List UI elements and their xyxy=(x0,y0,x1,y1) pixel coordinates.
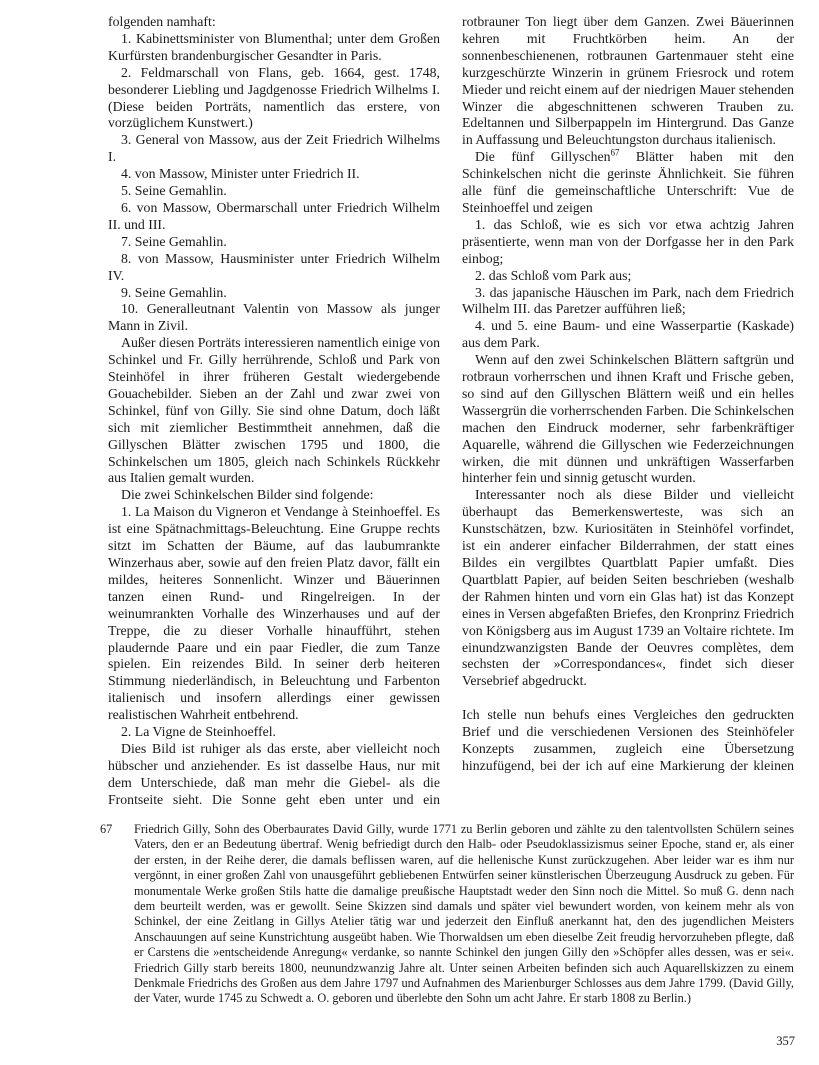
footnote-text: Friedrich Gilly, Sohn des Oberbaurates David Gilly, wurde 1771 zu Berlin geboren und zählte zu den talentvollsten Schülern seines Vaters, den er an Bedeutung übertraf. Wenig befriedigt durch den Halb- oder Pseudoklassizismus seiner Epoche, stand er, als einer der ersten, in der Reihe derer, die damals beflissen waren, auf die hellenische Kunst zurückzugehen. Aber leider war es ihm nur vergönnt, in einer großen Zahl von unausgeführt gebliebenen Entwürfen seiner künstlerischen Überzeugung Ausdruck zu geben. Für monumentale Werke großen Stils hatte die damalige preußische Hauptstadt weder den Sinn noch die Mittel. So muß G. denn nach dem beurteilt werden, was er gewollt. Seine Skizzen sind damals und später viel bewundert worden, von keinem mehr als von Schinkel, der eine Zeitlang in Gillys Atelier tätig war und jederzeit den Einfluß anerkannt hat, den des jugendlichen Meisters Anschauungen auf seine Kunstrichtung ausgeübt haben. Wie Thorwaldsen um eben dieselbe Zeit freudig hervorzuheben pflegte, daß er Carstens die »entscheidende Anregung« verdanke, so nannte Schinkel den jungen Gilly den »Schöpfer alles dessen, was er sei«. Friedrich Gilly starb bereits 1800, neunundzwanzig Jahre alt. Unter seinen Arbeiten befinden sich auch Aquarellskizzen zu einem Denkmale Friedrichs des Großen aus dem Jahre 1797 und Aufnahmen des Marienburger Schlosses aus dem Jahre 1799. (David Gilly, der Vater, wurde 1745 zu Schwedt a. O. geboren und überlebte den Sohn um acht Jahre. Er starb 1808 zu Berlin.) xyxy=(134,822,794,1006)
list-item: 2. das Schloß vom Park aus; xyxy=(475,267,632,283)
paragraph-continuation: folgenden namhaft: xyxy=(108,14,216,29)
paragraph-continuation: rotbrauner Ton liegt über dem Ganzen. Zwei Bäuerinnen kehren mit Fruchtkörben heim. An der sonnenbeschienenen, rotbraunen Gartenmauer steht eine kurzgeschürzte Winzerin in grünem Friesrock und rotem Mieder und reicht einem auf der niedrigen Mauer stehenden Winzer die abgeschnittenen schweren Trauben zu. Edeltannen und Silberpappeln im Hintergrund. Das Ganze in Auffassung und Beleuchtungston durchaus italienisch. xyxy=(462,14,794,148)
list-item: 7. Seine Gemahlin. xyxy=(121,233,227,249)
paragraph: Wenn auf den zwei Schinkelschen Blättern saftgrün und rotbraun vorherrschen und ihnen Kraft und Frische geben, so sind auf den Gillyschen Blättern weiß und ein helles Wassergrün die vorherrschenden Farben. Die Schinkelschen machen den Eindruck moderner, sehr farbenkräftiger Aquarelle, während die Gillyschen wie Federzeichnungen wirken, die mit dünnen und unkräftigen Wasserfarben hinterher fein und sinnig getuscht wurden. xyxy=(462,352,794,486)
paragraph: Außer diesen Porträts interessieren namentlich einige von Schinkel und Fr. Gilly herrührende, Schloß und Park von Steinhöfel in ihrer früheren Gestalt wiedergebende Gouachebilder. Sieben an der Zahl und zwar zwei von Schinkel, fünf von Gilly. Sie sind ohne Datum, doch läßt sich mit ziemlicher Bestimmtheit annehmen, daß die Gillyschen Blätter zwischen 1795 und 1800, die Schinkelschen um 1805, gleich nach Schinkels Rückkehr aus Italien gemalt wurden. xyxy=(108,335,440,486)
page-number: 357 xyxy=(776,1034,795,1048)
list-item: 1. Kabinettsminister von Blumenthal; unter dem Großen Kurfürsten brandenburgischer Gesandter in Paris. xyxy=(108,30,440,63)
paragraph: 2. La Vigne de Steinhoeffel. xyxy=(121,724,276,740)
paragraph-text: Die fünf Gillyschen xyxy=(475,149,611,165)
list-item: 4. von Massow, Minister unter Friedrich II. xyxy=(121,166,360,182)
list-item: 10. Generalleutnant Valentin von Massow als junger Mann in Zivil. xyxy=(108,301,440,334)
paragraph: Dies Bild ist ruhiger als das erste, aber vielleicht noch hübscher und anziehender. Es ist dasselbe Haus, nur mit dem Unterschiede, daß man mehr die Giebel- als die Frontseite sieht. Die Sonne geht eben unter und ein xyxy=(108,740,440,807)
paragraph: 1. La Maison du Vigneron et Vendange à Steinhoeffel. Es ist eine Spätnachmittags-Beleuchtung. Eine Gruppe rechts sitzt im Schatten der Bäume, auf das laubumrankte Winzerhaus aber, sowie auf den freien Platz davor, fällt ein mildes, heiteres Sonnenlicht. Winzer und Bäuerinnen tanzen einen Rund- und Ringelreigen. In der weinumrankten Vorhalle des Winzerhauses und auf der Treppe, die zu dieser Vorhalle hinaufführt, stehen plaudernde Paare und ein paar Fiedler, die zum Tanze spielen. Ein reizendes Bild. In seiner derb heiteren Stimmung niederländisch, in Beleuchtung und Farbenton italienisch und insofern allerdings einer gewissen realistischen Wahrheit entbehrend. xyxy=(108,504,440,723)
list-item: 2. Feldmarschall von Flans, geb. 1664, gest. 1748, besonderer Liebling und Jagdgenosse Friedrich Wilhelms I. (Diese beiden Porträts, namentlich das erstere, von vorzüglichem Kunstwert.) xyxy=(108,64,440,131)
footnote-number: 67 xyxy=(100,822,113,836)
list-item: 4. und 5. eine Baum- und eine Wasserpartie (Kaskade) aus dem Park. xyxy=(462,318,794,351)
list-item: 3. General von Massow, aus der Zeit Friedrich Wilhelms I. xyxy=(108,132,440,165)
paragraph: Ich stelle nun behufs eines Vergleiches den gedruckten Brief und die verschiedenen Versionen des Steinhöfeler Konzepts zusammen, zugleich eine Übersetzung hinzufügend, bei der ich auf eine Markierung der kleinen xyxy=(462,707,794,773)
left-column xyxy=(108,14,440,809)
list-item: 6. von Massow, Obermarschall unter Friedrich Wilhelm II. und III. xyxy=(108,199,440,232)
paragraph-text: Blätter haben mit den Schinkelschen nicht die gerinste Ähnlichkeit. Sie führen alle fünf die gemeinschaftliche Unterschrift: Vue de Steinhoeffel und zeigen xyxy=(462,149,794,215)
right-column xyxy=(462,14,794,809)
paragraph-with-footnote-ref xyxy=(462,149,794,217)
footnote-ref: 67 xyxy=(610,147,620,158)
list-item: 1. das Schloß, wie es sich vor etwa achtzig Jahren präsentierte, wenn man von der Dorfgasse her in den Park einbog; xyxy=(462,216,794,266)
list-item: 9. Seine Gemahlin. xyxy=(121,284,227,300)
list-item: 5. Seine Gemahlin. xyxy=(121,183,227,199)
footnote xyxy=(100,822,794,1007)
paragraph: Interessanter noch als diese Bilder und vielleicht überhaupt das Bemerkenswerteste, was sich an Kunstschätzen, bzw. Kuriositäten in Steinhöfel vorfindet, ist ein anderer einfacher Bilderrahmen, der statt eines Bildes ein vergilbtes Quartblatt Papier umfaßt. Dies Quartblatt Papier, auf beiden Seiten beschrieben (weshalb der Rahmen hinten und vorn ein Glas hat) ist das Konzept eines in Versen abgefaßten Briefes, den Kronprinz Friedrich von Königsberg aus im August 1739 an Voltaire richtete. Im einundzwanzigsten Bande der Oeuvres complètes, dem sechsten der »Correspondances«, findet sich dieser Versebrief abgedruckt. xyxy=(462,487,794,689)
text-columns xyxy=(108,14,795,809)
paragraph: Die zwei Schinkelschen Bilder sind folgende: xyxy=(121,487,374,503)
list-item: 3. das japanische Häuschen im Park, nach dem Friedrich Wilhelm III. das Paretzer aufführen ließ; xyxy=(462,284,794,317)
list-item: 8. von Massow, Hausminister unter Friedrich Wilhelm IV. xyxy=(108,250,440,283)
